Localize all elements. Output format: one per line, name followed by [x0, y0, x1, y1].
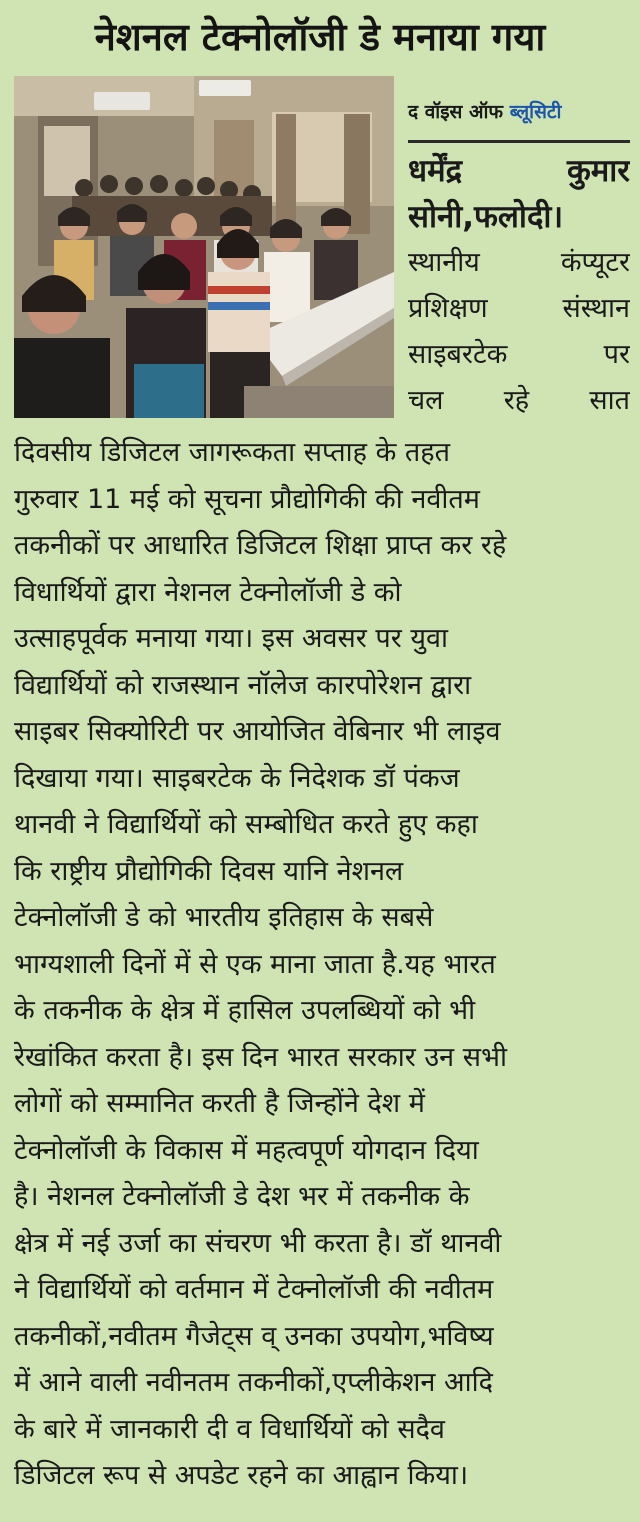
text-line: टेक्नोलॉजी के विकास में महत्वपूर्ण योगदान दिया: [14, 1134, 479, 1166]
text-line: लोगों को सम्मानित करती है जिन्होंने देश में: [14, 1088, 425, 1119]
text-line: में आने वाली नवीनतम तकनीकों,एप्लीकेशन आदि: [14, 1367, 493, 1398]
text-line: डिजिटल रूप से अपडेट रहने का आह्वान किया।: [14, 1460, 469, 1491]
text-line: थानवी ने विद्यार्थियों को सम्बोधित करते हुए कहा: [14, 809, 478, 840]
text-line: भाग्यशाली दिनों में से एक माना जाता है.यह भारत: [14, 948, 496, 980]
source-byline: [408, 92, 630, 143]
text-line: है। नेशनल टेक्नोलॉजी डे देश भर में तकनीक के: [14, 1181, 470, 1212]
text-line: क्षेत्र में नई उर्जा का संचरण भी करता है। डॉ थानवी: [14, 1227, 502, 1259]
text-line: कि राष्ट्रीय प्रौद्योगिकी दिवस यानि नेशनल: [14, 855, 404, 887]
right-column: [408, 148, 630, 424]
text-line: तकनीकों पर आधारित डिजिटल शिक्षा प्राप्त कर रहे: [14, 530, 507, 561]
text-line: गुरुवार 11 मई को सूचना प्रौद्योगिकी की नवीतम: [14, 483, 480, 515]
text-line: विद्यार्थियों को राजस्थान नॉलेज कारपोरेशन द्वारा: [14, 669, 472, 701]
text-line: साइबर सिक्योरिटी पर आयोजित वेबिनार भी लाइव: [14, 716, 501, 747]
reporter-line: सोनी,फलोदी।: [408, 199, 564, 235]
headline: नेशनल टेक्नोलॉजी डे मनाया गया: [94, 15, 546, 59]
text-line: प्रशिक्षण संस्थान: [408, 293, 630, 324]
text-line: चल रहे सात: [408, 385, 630, 416]
classroom-photo-illustration: [14, 76, 394, 418]
text-line: के बारे में जानकारी दी व विधार्थियों को सदैव: [14, 1413, 445, 1445]
text-line: टेक्नोलॉजी डे को भारतीय इतिहास के सबसे: [14, 902, 434, 933]
text-line: रेखांकित करता है। इस दिन भारत सरकार उन सभी: [14, 1041, 507, 1073]
text-line: उत्साहपूर्वक मनाया गया। इस अवसर पर युवा: [14, 623, 449, 654]
students-photo: [14, 76, 394, 418]
text-line: स्थानीय कंप्यूटर: [408, 247, 630, 278]
source-prefix: द वॉइस ऑफ: [408, 101, 510, 123]
text-line: साइबरटेक पर: [408, 339, 630, 370]
reporter-line: धर्मेंद्र कुमार: [408, 153, 630, 189]
text-line: दिवसीय डिजिटल जागरूकता सप्ताह के तहत: [14, 437, 451, 468]
text-line: ने विद्यार्थियों को वर्तमान में टेक्नोलॉजी की नवीतम: [14, 1274, 494, 1305]
source-brand: ब्लूसिटी: [509, 101, 562, 123]
text-line: के तकनीक के क्षेत्र में हासिल उपलब्धियों को भी: [14, 995, 476, 1026]
text-line: विधार्थियों द्वारा नेशनल टेक्नोलॉजी डे को: [14, 576, 402, 608]
text-line: तकनीकों,नवीतम गैजेट्स व् उनका उपयोग,भविष्य: [14, 1320, 494, 1352]
text-line: दिखाया गया। साइबरटेक के निदेशक डॉ पंकज: [14, 762, 460, 794]
article-body: [14, 430, 630, 1500]
